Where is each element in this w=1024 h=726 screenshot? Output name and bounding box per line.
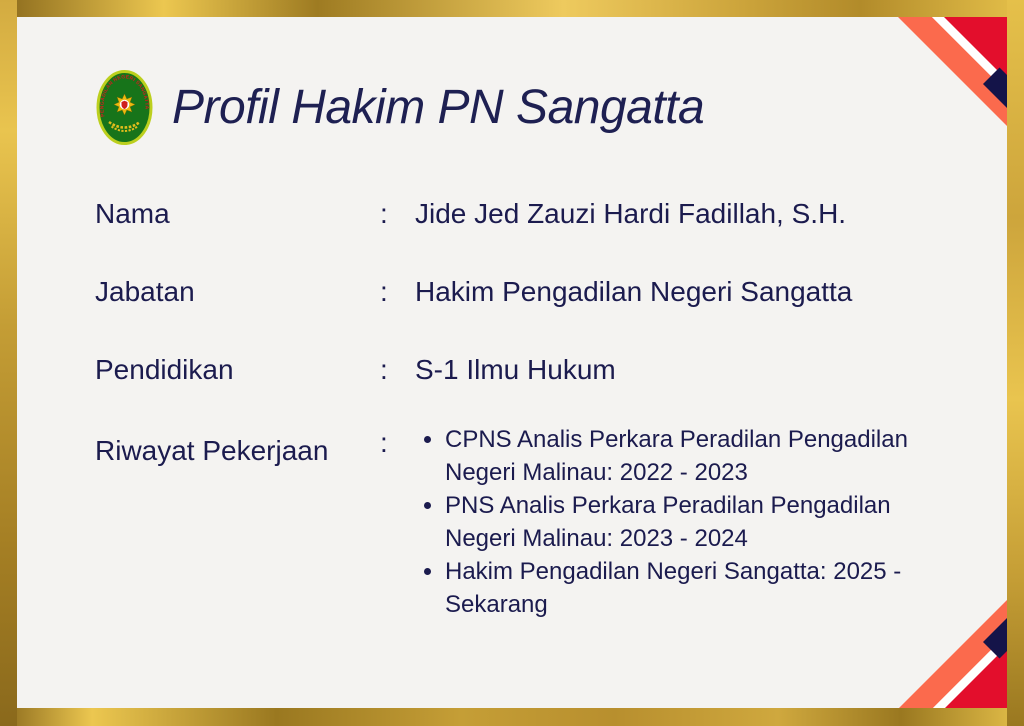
- separator-colon: :: [380, 354, 388, 385]
- gold-frame-left: [0, 0, 17, 726]
- logo-ring-text: PENGADILAN NEGERI SANGATTA: [99, 74, 150, 118]
- field-value-nama: Jide Jed Zauzi Hardi Fadillah, S.H.: [415, 198, 847, 229]
- field-row-riwayat-pekerjaan: [95, 423, 977, 621]
- field-value-jabatan: Hakim Pengadilan Negeri Sangatta: [415, 276, 853, 307]
- gold-frame-right: [1007, 0, 1024, 726]
- field-label-jabatan: Jabatan: [95, 276, 195, 307]
- separator-colon: :: [380, 276, 388, 307]
- header: [96, 69, 704, 146]
- field-label-nama: Nama: [95, 198, 170, 229]
- court-emblem-logo: [96, 69, 153, 146]
- gold-frame-top: [0, 0, 1024, 17]
- field-row-jabatan: [95, 275, 977, 309]
- career-history-list: [415, 423, 950, 621]
- field-value-pendidikan: S-1 Ilmu Hukum: [415, 354, 616, 385]
- field-label-pendidikan: Pendidikan: [95, 354, 234, 385]
- field-label-riwayat-pekerjaan: Riwayat Pekerjaan: [95, 435, 329, 466]
- card-content: [17, 17, 1007, 709]
- career-history-item: • CPNS Analis Perkara Peradilan Pengadilan Negeri Malinau: 2022 - 2023: [445, 423, 950, 489]
- separator-colon: :: [380, 427, 388, 458]
- page-title: Profil Hakim PN Sangatta: [172, 81, 705, 134]
- career-history-item: • PNS Analis Perkara Peradilan Pengadilan Negeri Malinau: 2023 - 2024: [445, 489, 950, 555]
- corner-ribbon-top-right-icon: [847, 17, 1007, 127]
- field-row-nama: [95, 197, 977, 231]
- gold-frame-bottom: [0, 708, 1024, 726]
- career-history-item: • Hakim Pengadilan Negeri Sangatta: 2025 - Sekarang: [445, 555, 950, 621]
- separator-colon: :: [380, 198, 388, 229]
- field-row-pendidikan: [95, 353, 977, 387]
